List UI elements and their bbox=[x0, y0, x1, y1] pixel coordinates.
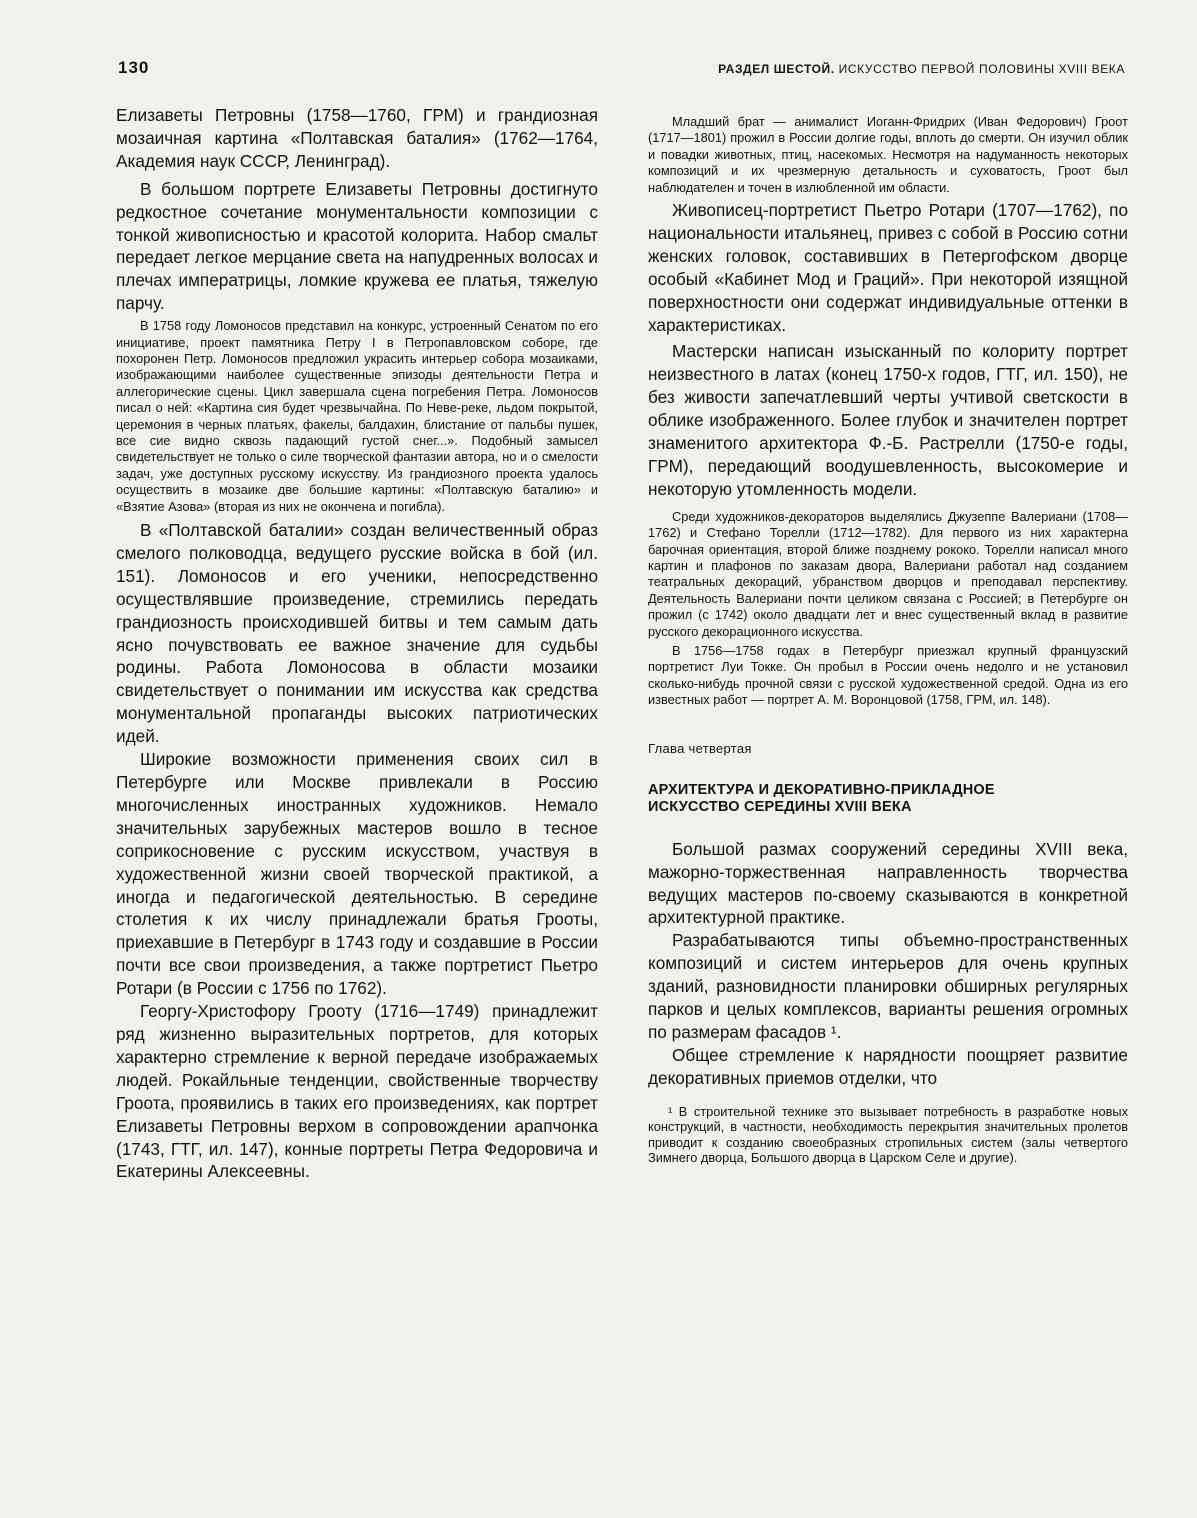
chapter-title-line: ИСКУССТВО СЕРЕДИНЫ XVIII ВЕКА bbox=[648, 798, 912, 815]
running-header-section: РАЗДЕЛ ШЕСТОЙ. bbox=[718, 62, 835, 76]
small-paragraph: В 1758 году Ломоносов представил на конкурс, устроенный Сенатом по его инициативе, проект памятника Петру I в Петропавловском соборе, где похоронен Петр. Ломоносов предложил украсить интерьер собора мозаиками, изображающими наиболее существенные эпизоды деятельности Петра и аллегорические сцены. Цикл завершала сцена погребения Петра. Ломоносов писал о ней: «Картина сия будет чрезвычайна. По Неве-реке, льдом покрытой, церемония в черных платьях, факелы, балдахин, блистание от пальбы пушек, все сие видно сквозь падающий густой снег...». Подобный замысел свидетельствует не только о силе творческой фантазии автора, но и о смелости задач, уже доступных русскому искусству. Из грандиозного проекта удалось осуществить в мозаике две большие картины: «Полтавскую баталию» и «Взятие Азова» (вторая из них не окончена и погибла). bbox=[116, 318, 598, 514]
footnote: ¹ В строительной технике это вызывает потребность в разработке новых конструкций, в частности, необходимость перекрытия значительных пролетов приводит к созданию своеобразных стропильных систем (залы четвертого Зимнего дворца, Большого дворца в Царском Селе и другие). bbox=[648, 1103, 1128, 1166]
chapter-title bbox=[648, 782, 1128, 816]
paragraph: Общее стремление к нарядности поощряет развитие декоративных приемов отделки, что bbox=[648, 1044, 1128, 1088]
small-paragraph: Младший брат — анималист Иоганн-Фридрих (Иван Федорович) Гроот (1717—1801) прожил в России долгие годы, вплоть до смерти. Он изучил облик и повадки животных, птиц, насекомых. Несмотря на надуманность некоторых композиций и их чрезмерную детальность и суховатость, Гроот был наблюдателен и точен в излюбленной им области. bbox=[648, 114, 1128, 195]
small-paragraph: Среди художников-декораторов выделялись Джузеппе Валериани (1708—1762) и Стефано Торелли (1712—1782). Для первого из них характерна барочная ориентация, второй ближе позднему рококо. Торелли написал много картин и плафонов по заказам двора, Валериани работал над созданием театральных декораций, убранством дворцов и преподавал перспективу. Деятельность Валериани почти целиком связана с Россией; в Петербурге он прожил (с 1742) около двадцати лет и внес существенный вклад в развитие русского декорационного искусства. bbox=[648, 508, 1128, 639]
paragraph: Елизаветы Петровны (1758—1760, ГРМ) и грандиозная мозаичная картина «Полтавская баталия» (1762—1764, Академия наук СССР, Ленинград). bbox=[116, 105, 598, 171]
page-number: 130 bbox=[118, 58, 150, 77]
small-paragraph: В 1756—1758 годах в Петербург приезжал крупный французский портретист Луи Токке. Он пробыл в России очень недолго и не установил сколько-нибудь прочной связи с русской художественной средой. Одна из его известных работ — портрет А. М. Воронцовой (1758, ГРМ, ил. 148). bbox=[648, 643, 1128, 708]
paragraph: Георгу-Христофору Грооту (1716—1749) принадлежит ряд жизненно выразительных портретов, для которых характерно стремление к верной передаче изображаемых людей. Рокайльные тенденции, свойственные творчеству Гроота, проявились в таких его произведениях, как портрет Елизаветы Петровны верхом в сопровождении арапчонка (1743, ГТГ, ил. 147), конные портреты Петра Федоровича и Екатерины Алексеевны. bbox=[116, 1001, 598, 1182]
paragraph: В «Полтавской баталии» создан величественный образ смелого полководца, ведущего русские войска в бой (ил. 151). Ломоносов и его ученики, непосредственно осуществлявшие произведение, стремились передать грандиозность происходившей битвы и тем самым дать ясно почувствовать ее важное значение для судьбы родины. Работа Ломоносова в области мозаики свидетельствует о понимании им искусства как средства монументальной пропаганды высоких патриотических идей. bbox=[116, 520, 598, 747]
paragraph: Широкие возможности применения своих сил в Петербурге или Москве привлекали в Россию многочисленных иностранных художников. Немало значительных зарубежных мастеров вошло в тесное соприкосновение с русским искусством, участвуя в художественной жизни своей творческой практикой, а иногда и педагогической деятельностью. В середине столетия к их числу принадлежали братья Грооты, приехавшие в Петербург в 1743 году и создавшие в России почти все свои произведения, а также портретист Пьетро Ротари (в России с 1756 по 1762). bbox=[116, 749, 598, 999]
paragraph: В большом портрете Елизаветы Петровны достигнуто редкостное сочетание монументальности композиции с тонкой живописностью и красотой колорита. Набор смальт передает легкое мерцание света на напудренных волосах и плечах императрицы, ломкие кружева ее платья, тяжелую парчу. bbox=[116, 178, 598, 314]
paragraph: Большой размах сооружений середины XVIII века, мажорно-торжественная направленность творчества ведущих мастеров по-своему сказываются в конкретной архитектурной практике. bbox=[648, 838, 1128, 928]
running-header bbox=[718, 62, 1125, 76]
right-column bbox=[648, 104, 1128, 1166]
running-header-title: ИСКУССТВО ПЕРВОЙ ПОЛОВИНЫ XVIII ВЕКА bbox=[838, 62, 1125, 76]
chapter-title-line: АРХИТЕКТУРА И ДЕКОРАТИВНО-ПРИКЛАДНОЕ bbox=[648, 781, 995, 798]
paragraph: Разрабатываются типы объемно-пространственных композиций и систем интерьеров для очень крупных зданий, разновидности планировки обширных регулярных парков и целых комплексов, варианты решения огромных по размерам фасадов ¹. bbox=[648, 930, 1128, 1042]
paragraph: Мастерски написан изысканный по колориту портрет неизвестного в латах (конец 1750-х годов, ГТГ, ил. 150), не без живости запечатлевший черты учтивой светскости в облике изображенного. Более глубок и значителен портрет знаменитого архитектора Ф.-Б. Растрелли (1750-е годы, ГРМ), передающий воодушевленность, высокомерие и некоторую утомленность модели. bbox=[648, 341, 1128, 499]
left-column bbox=[116, 104, 598, 1183]
paragraph: Живописец-портретист Пьетро Ротари (1707—1762), по национальности итальянец, привез с собой в Россию сотни женских головок, составивших в Петергофском дворце особый «Кабинет Мод и Граций». При некоторой изящной поверхностности они содержат индивидуальные оттенки в характеристиках. bbox=[648, 200, 1128, 335]
chapter-label: Глава четвертая bbox=[648, 740, 752, 756]
